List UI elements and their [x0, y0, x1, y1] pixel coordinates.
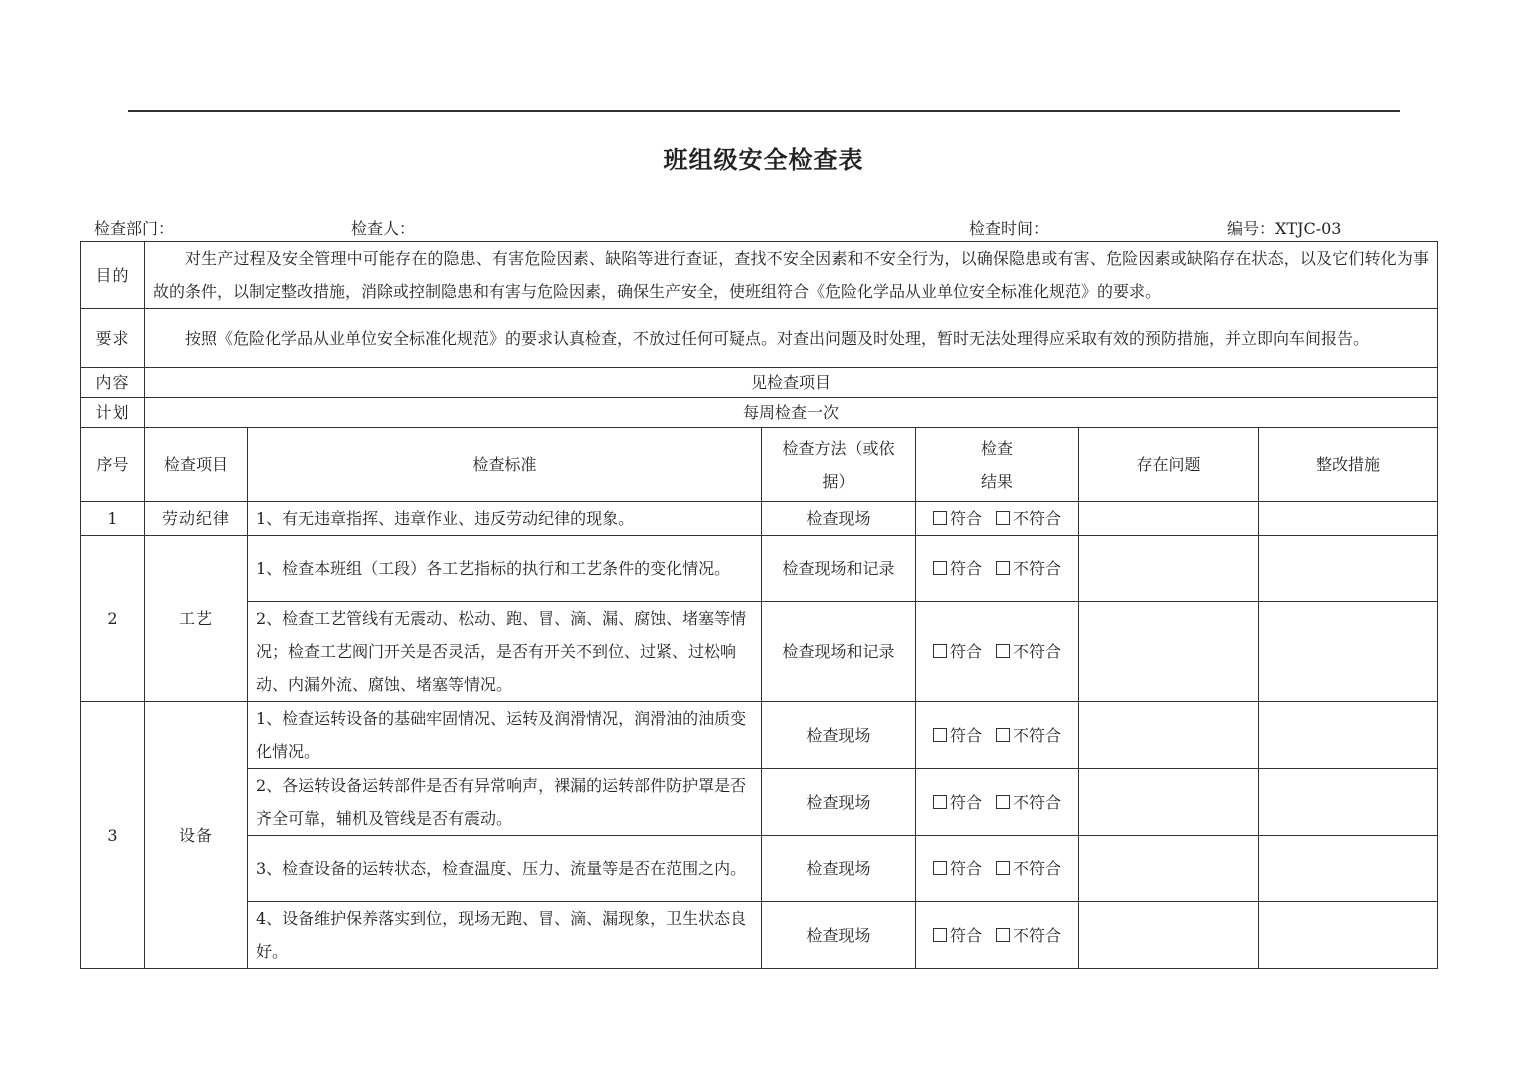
conform-checkbox-option[interactable] — [933, 793, 982, 812]
column-header-row — [81, 428, 1438, 502]
purpose-row — [81, 242, 1438, 309]
row-seq: 3 — [81, 702, 145, 969]
row-measure[interactable] — [1259, 769, 1438, 836]
row-measure[interactable] — [1259, 902, 1438, 969]
requirement-text: 按照《危险化学品从业单位安全标准化规范》的要求认真检查，不放过任何可疑点。对查出问题及时处理，暂时无法处理得应采取有效的预防措施，并立即向车间报告。 — [145, 309, 1438, 368]
row-standard: 1、检查运转设备的基础牢固情况、运转及润滑情况，润滑油的油质变化情况。 — [248, 702, 762, 769]
conform-checkbox[interactable] — [933, 728, 947, 742]
conform-checkbox-option[interactable] — [933, 559, 982, 578]
header-rule — [128, 110, 1400, 112]
plan-row — [81, 398, 1438, 428]
conform-label: 符合 — [949, 559, 982, 578]
nonconform-checkbox[interactable] — [996, 795, 1010, 809]
row-standard: 4、设备维护保养落实到位，现场无跑、冒、滴、漏现象，卫生状态良好。 — [248, 902, 762, 969]
header-method-line1: 检查方法（或依 — [782, 438, 895, 458]
table-row — [81, 502, 1438, 536]
header-method-line2: 据） — [822, 471, 855, 491]
row-method: 检查现场 — [762, 769, 916, 836]
nonconform-checkbox-option[interactable] — [996, 926, 1061, 945]
conform-checkbox-option[interactable] — [933, 726, 982, 745]
row-measure[interactable] — [1259, 536, 1438, 602]
nonconform-checkbox-option[interactable] — [996, 859, 1061, 878]
row-measure[interactable] — [1259, 702, 1438, 769]
row-measure[interactable] — [1259, 502, 1438, 536]
row-issue[interactable] — [1079, 902, 1259, 969]
row-standard: 3、检查设备的运转状态，检查温度、压力、流量等是否在范围之内。 — [248, 836, 762, 902]
plan-value: 每周检查一次 — [145, 398, 1438, 428]
row-seq: 2 — [81, 536, 145, 702]
header-method — [762, 428, 916, 502]
row-result — [916, 702, 1079, 769]
row-measure[interactable] — [1259, 602, 1438, 702]
nonconform-label: 不符合 — [1013, 925, 1062, 945]
row-method: 检查现场 — [762, 502, 916, 536]
nonconform-label: 不符合 — [1013, 509, 1062, 528]
purpose-label: 目的 — [81, 242, 145, 309]
row-result — [916, 836, 1079, 902]
conform-label: 符合 — [949, 642, 982, 661]
row-result — [916, 769, 1079, 836]
nonconform-label: 不符合 — [1013, 559, 1062, 578]
row-result — [916, 536, 1079, 602]
row-method: 检查现场 — [762, 702, 916, 769]
row-issue[interactable] — [1079, 602, 1259, 702]
conform-checkbox[interactable] — [933, 644, 947, 658]
nonconform-label: 不符合 — [1013, 792, 1062, 812]
nonconform-checkbox[interactable] — [996, 644, 1010, 658]
conform-checkbox[interactable] — [933, 928, 947, 942]
header-item: 检查项目 — [145, 428, 248, 502]
requirement-label: 要求 — [81, 309, 145, 368]
nonconform-checkbox[interactable] — [996, 511, 1010, 525]
row-measure[interactable] — [1259, 836, 1438, 902]
row-issue[interactable] — [1079, 502, 1259, 536]
nonconform-checkbox-option[interactable] — [996, 793, 1061, 812]
department-label: 检查部门： — [94, 219, 175, 238]
inspection-table — [80, 241, 1438, 969]
row-item: 设备 — [145, 702, 248, 969]
nonconform-checkbox-option[interactable] — [996, 559, 1061, 578]
nonconform-checkbox-option[interactable] — [996, 726, 1061, 745]
header-issue: 存在问题 — [1079, 428, 1259, 502]
table-row — [81, 602, 1438, 702]
row-standard: 2、检查工艺管线有无震动、松动、跑、冒、滴、漏、腐蚀、堵塞等情况；检查工艺阀门开关是否灵活，是否有开关不到位、过紧、过松响动、内漏外流、腐蚀、堵塞等情况。 — [248, 602, 762, 702]
nonconform-checkbox[interactable] — [996, 561, 1010, 575]
conform-checkbox-option[interactable] — [933, 859, 982, 878]
row-method: 检查现场和记录 — [762, 602, 916, 702]
nonconform-label: 不符合 — [1013, 859, 1062, 878]
conform-checkbox[interactable] — [933, 861, 947, 875]
nonconform-label: 不符合 — [1013, 642, 1062, 661]
conform-checkbox[interactable] — [933, 795, 947, 809]
row-method: 检查现场 — [762, 902, 916, 969]
row-issue[interactable] — [1079, 836, 1259, 902]
conform-label: 符合 — [949, 859, 982, 878]
row-method: 检查现场 — [762, 836, 916, 902]
row-result — [916, 902, 1079, 969]
header-standard: 检查标准 — [248, 428, 762, 502]
nonconform-label: 不符合 — [1013, 725, 1062, 745]
row-standard: 1、检查本班组（工段）各工艺指标的执行和工艺条件的变化情况。 — [248, 536, 762, 602]
nonconform-checkbox-option[interactable] — [996, 642, 1061, 661]
row-result — [916, 502, 1079, 536]
row-issue[interactable] — [1079, 702, 1259, 769]
plan-label: 计划 — [81, 398, 145, 428]
row-method: 检查现场和记录 — [762, 536, 916, 602]
header-result-line2: 结果 — [980, 471, 1013, 491]
table-row — [81, 769, 1438, 836]
conform-label: 符合 — [949, 925, 982, 945]
table-row — [81, 702, 1438, 769]
row-seq: 1 — [81, 502, 145, 536]
header-result-line1: 检查 — [980, 438, 1013, 458]
conform-label: 符合 — [949, 792, 982, 812]
conform-label: 符合 — [949, 509, 982, 528]
row-item: 劳动纪律 — [145, 502, 248, 536]
content-value: 见检查项目 — [145, 368, 1438, 398]
conform-checkbox-option[interactable] — [933, 642, 982, 661]
header-seq: 序号 — [81, 428, 145, 502]
header-measure: 整改措施 — [1259, 428, 1438, 502]
nonconform-checkbox-option[interactable] — [996, 509, 1061, 528]
conform-checkbox-option[interactable] — [933, 926, 982, 945]
row-issue[interactable] — [1079, 769, 1259, 836]
table-row — [81, 536, 1438, 602]
row-issue[interactable] — [1079, 536, 1259, 602]
document-code: 编号：XTJC-03 — [1227, 219, 1342, 238]
conform-checkbox-option[interactable] — [933, 509, 982, 528]
page-title: 班组级安全检查表 — [663, 146, 864, 174]
conform-checkbox[interactable] — [933, 561, 947, 575]
content-label: 内容 — [81, 368, 145, 398]
requirement-row — [81, 309, 1438, 368]
conform-label: 符合 — [949, 725, 982, 745]
nonconform-checkbox[interactable] — [996, 928, 1010, 942]
row-item: 工艺 — [145, 536, 248, 702]
inspector-label: 检查人： — [351, 219, 416, 238]
row-result — [916, 602, 1079, 702]
purpose-text: 对生产过程及安全管理中可能存在的隐患、有害危险因素、缺陷等进行查证，查找不安全因素和不安全行为，以确保隐患或有害、危险因素或缺陷存在状态，以及它们转化为事故的条件，以制定整改措施，消除或控制隐患和有害与危险因素，确保生产安全，使班组符合《危险化学品从业单位安全标准化规范》的要求。 — [145, 242, 1438, 309]
inspection-time-label: 检查时间： — [969, 219, 1050, 238]
row-standard: 1、有无违章指挥、违章作业、违反劳动纪律的现象。 — [248, 502, 762, 536]
conform-checkbox[interactable] — [933, 511, 947, 525]
header-result — [916, 428, 1079, 502]
nonconform-checkbox[interactable] — [996, 861, 1010, 875]
table-row — [81, 836, 1438, 902]
content-row — [81, 368, 1438, 398]
row-standard: 2、各运转设备运转部件是否有异常响声，裸漏的运转部件防护罩是否齐全可靠，辅机及管线是否有震动。 — [248, 769, 762, 836]
nonconform-checkbox[interactable] — [996, 728, 1010, 742]
table-row — [81, 902, 1438, 969]
